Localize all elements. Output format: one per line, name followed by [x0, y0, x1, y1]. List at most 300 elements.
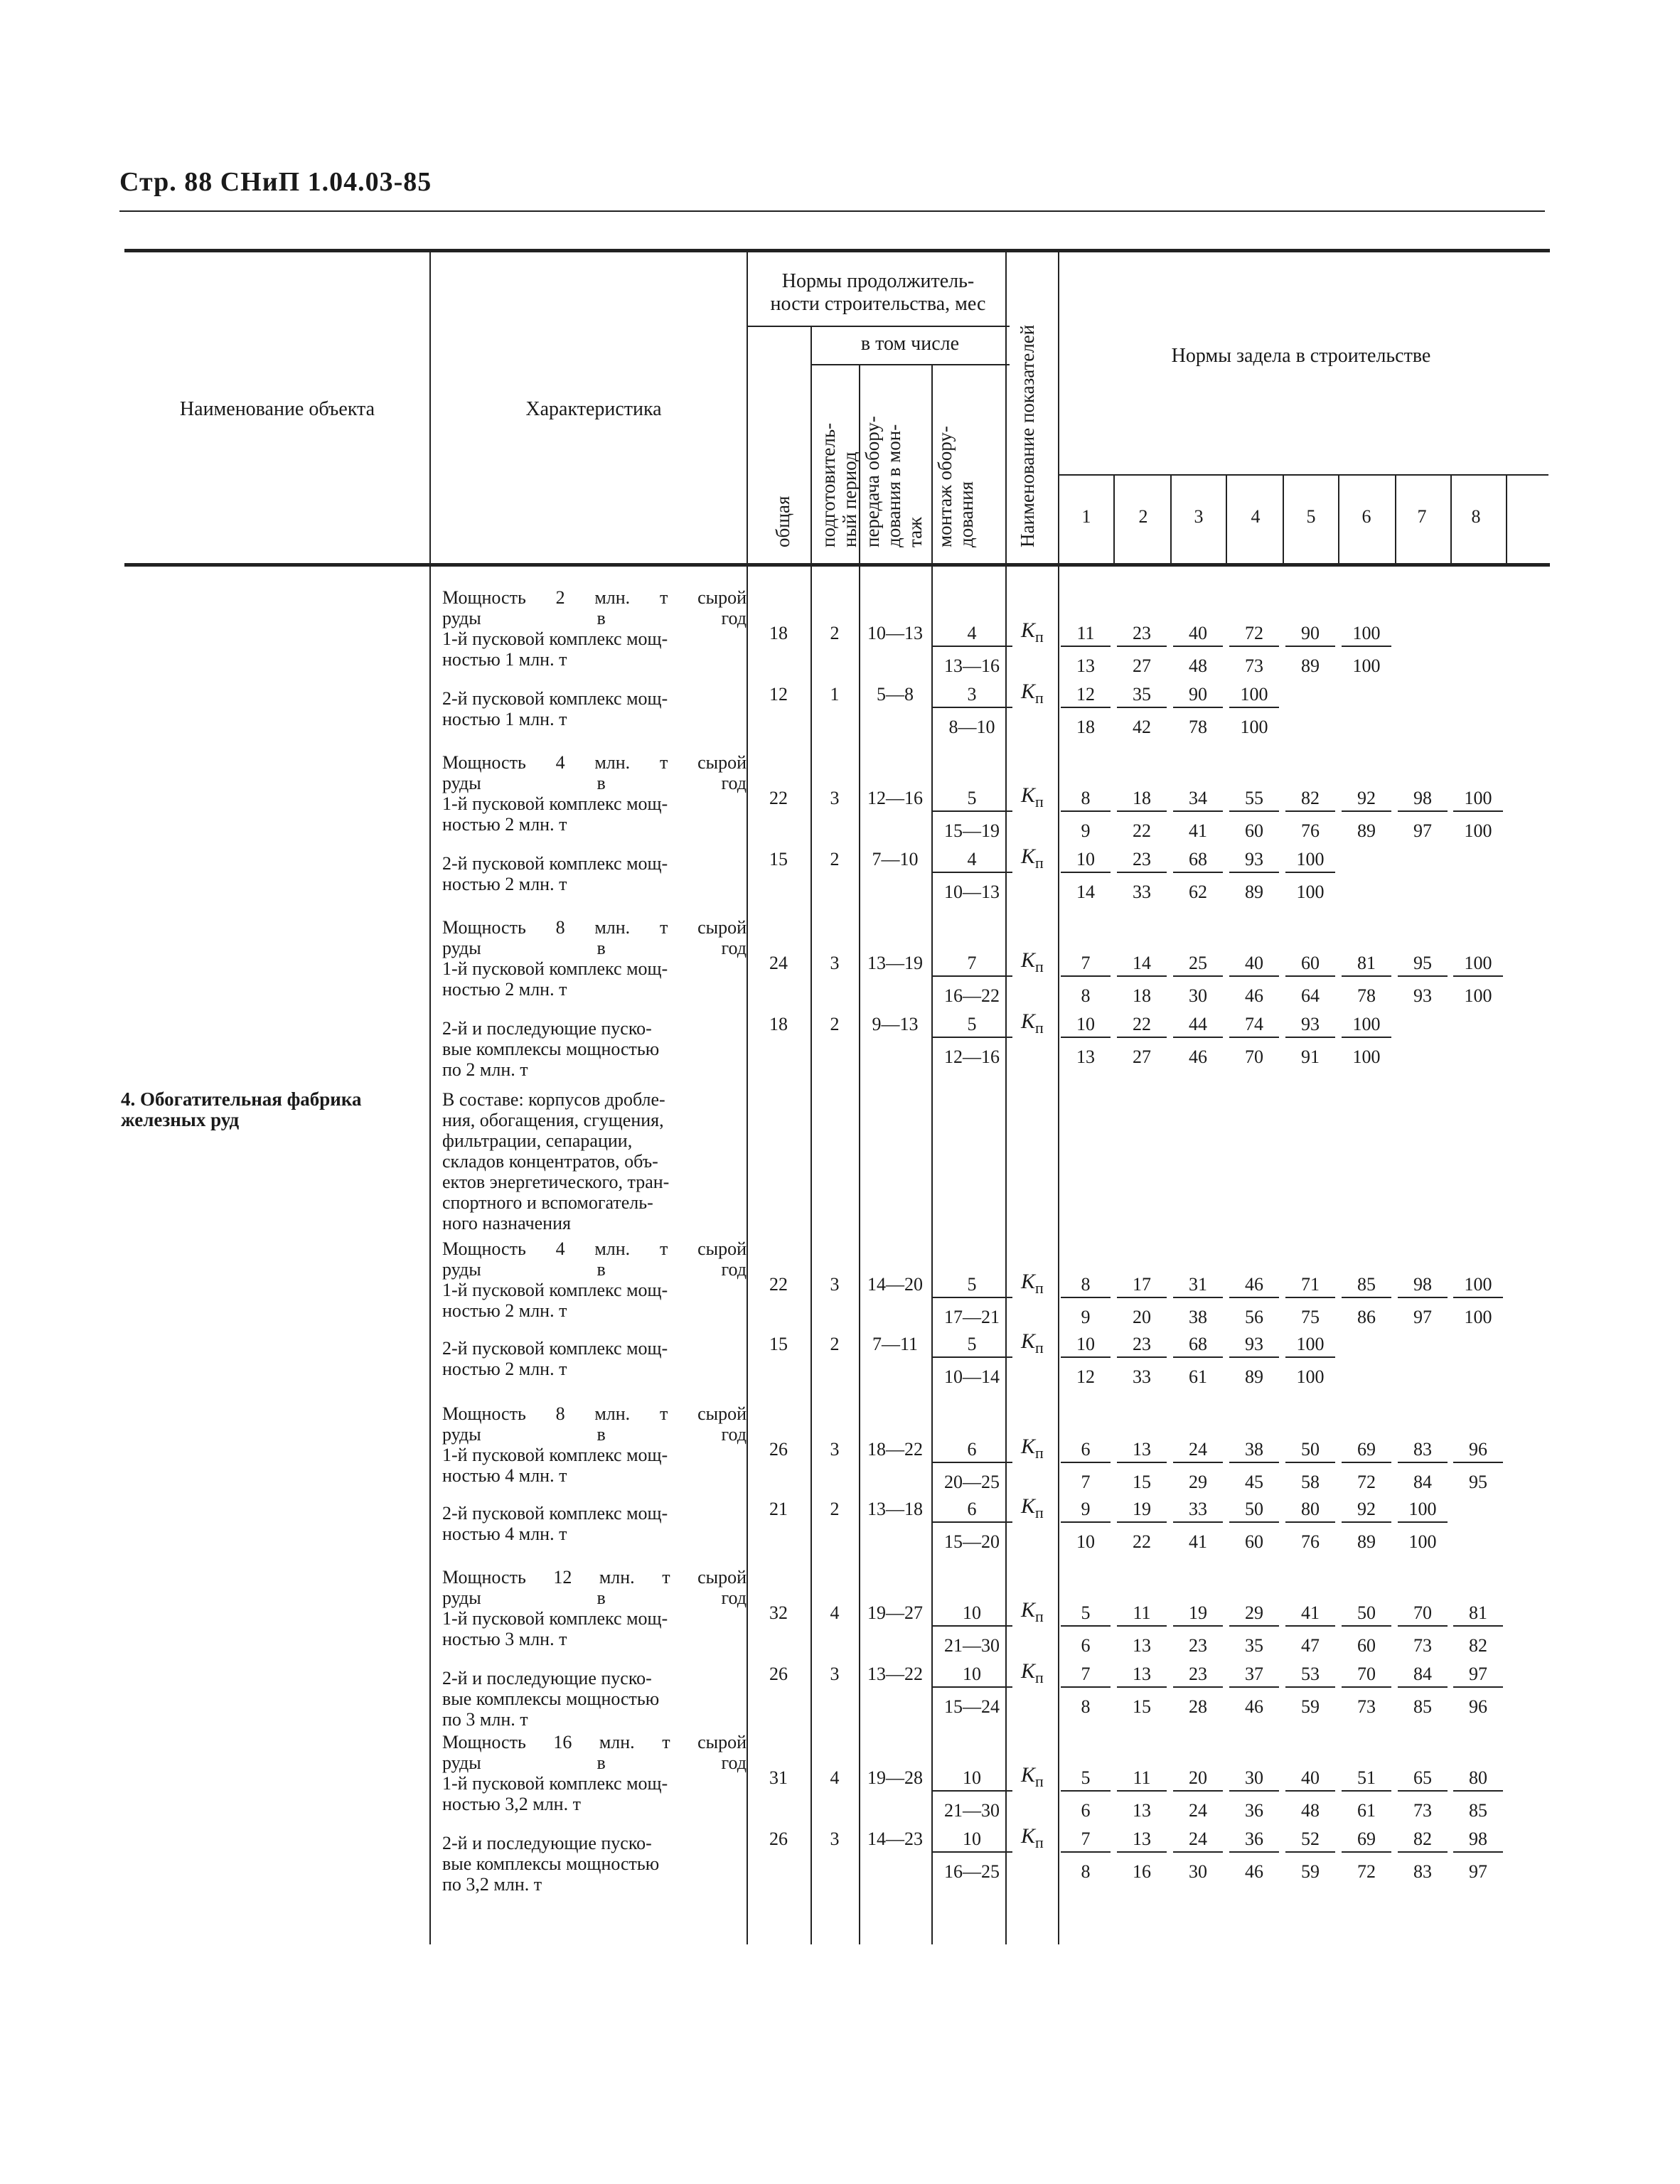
indicator-kp: $K_п$ [1021, 1435, 1044, 1462]
backlog-quarter-2 [1117, 623, 1167, 677]
backlog-quarter-4 [1229, 849, 1279, 903]
fraction-top: 85 [1342, 1274, 1391, 1298]
characteristic-caption: руды в год [442, 773, 747, 793]
fraction-top: 44 [1173, 1014, 1223, 1038]
backlog-quarter-4 [1229, 1829, 1279, 1883]
fraction-top: 72 [1229, 623, 1279, 647]
characteristic-line: ностью 2 млн. т [442, 1300, 567, 1321]
duration-total: 18 [769, 623, 788, 643]
fraction-bottom: 73 [1413, 1635, 1432, 1656]
fraction-top: 5 [931, 1274, 1012, 1298]
indicator-kp: $K_п$ [1021, 1329, 1044, 1356]
characteristic-line: ностью 2 млн. т [442, 1359, 567, 1379]
fraction-bottom: 70 [1245, 1046, 1263, 1067]
fraction-top: 10 [1061, 849, 1111, 873]
characteristic-line: 2-й пусковой комплекс мощ- [442, 1503, 668, 1524]
fraction-bottom: 21—30 [944, 1800, 1000, 1821]
fraction-bottom: 89 [1357, 820, 1376, 841]
duration-total: 24 [769, 953, 788, 973]
fraction-top: 93 [1229, 849, 1279, 873]
duration-transfer: 12—16 [867, 788, 923, 808]
quarter-divider [1338, 474, 1339, 564]
row-characteristic [442, 1403, 747, 1486]
duration-install [931, 788, 1012, 842]
characteristic-caption: Мощность 4 млн. т сырой [442, 1238, 747, 1259]
characteristic-caption: руды в год [442, 1752, 747, 1773]
fraction-top: 82 [1285, 788, 1335, 812]
characteristic-caption: Мощность 2 млн. т сырой [442, 587, 747, 608]
backlog-quarter-5 [1285, 1767, 1335, 1821]
fraction-bottom: 45 [1245, 1472, 1263, 1492]
backlog-quarter-6 [1342, 1767, 1391, 1821]
characteristic-line: 2-й и последующие пуско- [442, 1018, 652, 1039]
duration-prep: 2 [830, 1014, 840, 1034]
fraction-bottom: 100 [1352, 655, 1381, 676]
fraction-bottom: 78 [1357, 985, 1376, 1006]
fraction-top: 22 [1117, 1014, 1167, 1038]
fraction-bottom: 8 [1081, 1696, 1091, 1717]
fraction-bottom: 21—30 [944, 1635, 1000, 1656]
duration-transfer: 9—13 [872, 1014, 919, 1034]
duration-transfer: 5—8 [877, 684, 914, 705]
backlog-quarter-7 [1398, 1439, 1448, 1493]
characteristic-caption: Мощность 16 млн. т сырой [442, 1732, 747, 1752]
header-subrule [747, 326, 1010, 327]
quarter-header-8: 8 [1471, 506, 1481, 527]
duration-transfer: 10—13 [867, 623, 923, 643]
fraction-top: 23 [1117, 1334, 1167, 1358]
fraction-bottom: 73 [1357, 1696, 1376, 1717]
column-indicator-header: Наименование показателей [1017, 324, 1038, 547]
fraction-top: 84 [1398, 1664, 1448, 1688]
fraction-bottom: 91 [1301, 1046, 1320, 1067]
characteristic-line: складов концентратов, объ- [442, 1151, 658, 1172]
fraction-bottom: 72 [1357, 1861, 1376, 1882]
fraction-bottom: 8 [1081, 985, 1091, 1006]
fraction-top: 80 [1453, 1767, 1503, 1792]
characteristic-caption: Мощность 8 млн. т сырой [442, 917, 747, 938]
fraction-top: 46 [1229, 1274, 1279, 1298]
backlog-quarter-1 [1061, 1439, 1111, 1493]
duration-install [931, 1829, 1012, 1883]
characteristic-caption: Мощность 4 млн. т сырой [442, 752, 747, 773]
fraction-top: 19 [1173, 1602, 1223, 1627]
fraction-bottom: 89 [1301, 655, 1320, 676]
fraction-bottom: 61 [1357, 1800, 1376, 1821]
indicator-kp: $K_п$ [1021, 1010, 1044, 1037]
indicator-kp: $K_п$ [1021, 1494, 1044, 1521]
indicator-kp: $K_п$ [1021, 1824, 1044, 1851]
characteristic-caption: руды в год [442, 1424, 747, 1445]
row-characteristic [442, 688, 747, 729]
fraction-top: 100 [1229, 684, 1279, 708]
backlog-quarter-1 [1061, 953, 1111, 1007]
fraction-bottom: 76 [1301, 820, 1320, 841]
page-header: Стр. 88 СНиП 1.04.03-85 [119, 167, 432, 197]
backlog-quarter-6 [1342, 1829, 1391, 1883]
duration-prep: 2 [830, 849, 840, 869]
fraction-bottom: 73 [1245, 655, 1263, 676]
fraction-top: 70 [1398, 1602, 1448, 1627]
fraction-bottom: 33 [1133, 1366, 1151, 1387]
duration-install [931, 1274, 1012, 1328]
indicator-kp: $K_п$ [1021, 948, 1044, 975]
fraction-bottom: 15 [1133, 1472, 1151, 1492]
fraction-top: 24 [1173, 1439, 1223, 1463]
fraction-bottom: 22 [1133, 1531, 1151, 1552]
duration-transfer: 7—10 [872, 849, 919, 869]
backlog-quarter-2 [1117, 1274, 1167, 1328]
backlog-quarter-4 [1229, 788, 1279, 842]
backlog-quarter-4 [1229, 1274, 1279, 1328]
fraction-top: 96 [1453, 1439, 1503, 1463]
fraction-bottom: 30 [1189, 1861, 1207, 1882]
fraction-bottom: 75 [1301, 1307, 1320, 1327]
fraction-bottom: 14 [1076, 882, 1095, 902]
duration-install [931, 1334, 1012, 1388]
duration-total: 32 [769, 1602, 788, 1623]
characteristic-line: 2-й и последующие пуско- [442, 1668, 652, 1688]
indicator-kp: $K_п$ [1021, 619, 1044, 646]
backlog-quarter-5 [1285, 1334, 1335, 1388]
fraction-bottom: 18 [1076, 717, 1095, 737]
fraction-top: 80 [1285, 1499, 1335, 1523]
fraction-bottom: 15—20 [944, 1531, 1000, 1552]
fraction-bottom: 85 [1469, 1800, 1487, 1821]
duration-transfer: 19—27 [867, 1602, 923, 1623]
backlog-quarter-3 [1173, 953, 1223, 1007]
characteristic-line: 2-й пусковой комплекс мощ- [442, 853, 668, 874]
backlog-quarter-3 [1173, 1334, 1223, 1388]
row-characteristic [442, 1833, 747, 1895]
backlog-quarter-4 [1229, 1014, 1279, 1068]
fraction-bottom: 73 [1413, 1800, 1432, 1821]
backlog-quarter-2 [1117, 788, 1167, 842]
fraction-bottom: 6 [1081, 1635, 1091, 1656]
backlog-quarter-3 [1173, 1602, 1223, 1656]
fraction-bottom: 8 [1081, 1861, 1091, 1882]
backlog-quarter-3 [1173, 684, 1223, 738]
fraction-bottom: 41 [1189, 1531, 1207, 1552]
duration-prep: 3 [830, 1664, 840, 1684]
backlog-quarter-5 [1285, 788, 1335, 842]
fraction-bottom: 42 [1133, 717, 1151, 737]
fraction-top: 71 [1285, 1274, 1335, 1298]
fraction-top: 7 [1061, 1829, 1111, 1853]
backlog-quarter-4 [1229, 1334, 1279, 1388]
duration-prep: 2 [830, 623, 840, 643]
fraction-top: 5 [1061, 1602, 1111, 1627]
duration-install [931, 1439, 1012, 1493]
backlog-quarter-7 [1398, 1499, 1448, 1553]
backlog-quarter-4 [1229, 684, 1279, 738]
fraction-bottom: 46 [1245, 1861, 1263, 1882]
fraction-bottom: 8—10 [948, 717, 995, 737]
fraction-bottom: 18 [1133, 985, 1151, 1006]
fraction-top: 70 [1342, 1664, 1391, 1688]
fraction-top: 97 [1453, 1664, 1503, 1688]
characteristic-line: ния, обогащения, сгущения, [442, 1110, 664, 1130]
fraction-bottom: 38 [1189, 1307, 1207, 1327]
fraction-top: 12 [1061, 684, 1111, 708]
fraction-top: 29 [1229, 1602, 1279, 1627]
row-characteristic [442, 1668, 747, 1730]
quarter-divider [1226, 474, 1227, 564]
fraction-bottom: 89 [1245, 1366, 1263, 1387]
fraction-top: 36 [1229, 1829, 1279, 1853]
fraction-top: 100 [1453, 953, 1503, 977]
fraction-top: 10 [1061, 1014, 1111, 1038]
backlog-quarter-7 [1398, 788, 1448, 842]
backlog-quarter-5 [1285, 1274, 1335, 1328]
backlog-quarter-1 [1061, 684, 1111, 738]
fraction-top: 6 [931, 1499, 1012, 1523]
duration-prep: 3 [830, 1439, 840, 1460]
quarter-header-7: 7 [1417, 506, 1427, 527]
backlog-quarter-6 [1342, 788, 1391, 842]
characteristic-line: 2-й пусковой комплекс мощ- [442, 688, 668, 709]
backlog-quarter-5 [1285, 1439, 1335, 1493]
backlog-quarter-5 [1285, 1829, 1335, 1883]
column-object-header: Наименование объекта [179, 398, 375, 420]
duration-prep: 1 [830, 684, 840, 705]
fraction-top: 7 [1061, 953, 1111, 977]
fraction-bottom: 48 [1189, 655, 1207, 676]
row-characteristic [442, 1238, 747, 1321]
duration-total: 31 [769, 1767, 788, 1788]
backlog-quarter-2 [1117, 1334, 1167, 1388]
fraction-top: 4 [931, 849, 1012, 873]
fraction-top: 60 [1285, 953, 1335, 977]
fraction-bottom: 13 [1076, 1046, 1095, 1067]
backlog-quarter-6 [1342, 623, 1391, 677]
row-characteristic [442, 1567, 747, 1649]
backlog-quarter-3 [1173, 1499, 1223, 1553]
fraction-top: 65 [1398, 1767, 1448, 1792]
row-characteristic [442, 917, 747, 1000]
duration-prep: 3 [830, 788, 840, 808]
fraction-top: 100 [1342, 1014, 1391, 1038]
fraction-bottom: 58 [1301, 1472, 1320, 1492]
backlog-quarter-1 [1061, 1664, 1111, 1718]
fraction-top: 4 [931, 623, 1012, 647]
fraction-bottom: 10 [1076, 1531, 1095, 1552]
duration-prep: 3 [830, 1274, 840, 1295]
characteristic-line: по 3 млн. т [442, 1709, 528, 1730]
backlog-quarter-1 [1061, 849, 1111, 903]
column-divider [859, 364, 860, 1944]
quarter-header-4: 4 [1251, 506, 1261, 527]
row-characteristic [442, 1732, 747, 1814]
characteristic-line: фильтрации, сепарации, [442, 1130, 633, 1151]
duration-prep: 3 [830, 1829, 840, 1849]
backlog-quarter-7 [1398, 1767, 1448, 1821]
indicator-kp: $K_п$ [1021, 1598, 1044, 1625]
fraction-bottom: 13—16 [944, 655, 1000, 676]
backlog-quarter-4 [1229, 1439, 1279, 1493]
fraction-bottom: 60 [1357, 1635, 1376, 1656]
characteristic-line: 2-й и последующие пуско- [442, 1833, 652, 1853]
backlog-quarter-5 [1285, 953, 1335, 1007]
fraction-bottom: 60 [1245, 820, 1263, 841]
backlog-quarter-1 [1061, 1499, 1111, 1553]
fraction-top: 90 [1285, 623, 1335, 647]
characteristic-line: по 2 млн. т [442, 1059, 528, 1080]
fraction-bottom: 85 [1413, 1696, 1432, 1717]
fraction-top: 100 [1342, 623, 1391, 647]
row-characteristic [442, 752, 747, 835]
column-divider [747, 252, 748, 1944]
duration-total: 15 [769, 1334, 788, 1354]
including-header: в том числе [860, 333, 960, 355]
column-divider [429, 252, 431, 1944]
duration-install [931, 1602, 1012, 1656]
fraction-bottom: 83 [1413, 1861, 1432, 1882]
fraction-bottom: 20 [1133, 1307, 1151, 1327]
characteristic-line: 1-й пусковой комплекс мощ- [442, 958, 668, 979]
fraction-bottom: 56 [1245, 1307, 1263, 1327]
backlog-quarter-4 [1229, 1602, 1279, 1656]
duration-install [931, 1664, 1012, 1718]
characteristic-line: вые комплексы мощностью [442, 1039, 660, 1059]
fraction-bottom: 60 [1245, 1531, 1263, 1552]
fraction-top: 100 [1285, 849, 1335, 873]
fraction-bottom: 29 [1189, 1472, 1207, 1492]
duration-prep: 2 [830, 1334, 840, 1354]
quarter-divider [1113, 474, 1115, 564]
header-subrule [1058, 474, 1548, 476]
fraction-bottom: 13 [1133, 1800, 1151, 1821]
characteristic-caption: руды в год [442, 1259, 747, 1280]
fraction-top: 10 [931, 1602, 1012, 1627]
fraction-bottom: 9 [1081, 820, 1091, 841]
fraction-bottom: 6 [1081, 1800, 1091, 1821]
indicator-kp: $K_п$ [1021, 783, 1044, 810]
duration-prep: 4 [830, 1602, 840, 1623]
fraction-top: 83 [1398, 1439, 1448, 1463]
fraction-top: 90 [1173, 684, 1223, 708]
backlog-quarter-6 [1342, 1014, 1391, 1068]
backlog-quarter-1 [1061, 788, 1111, 842]
fraction-bottom: 95 [1469, 1472, 1487, 1492]
fraction-bottom: 100 [1296, 882, 1325, 902]
characteristic-line: по 3,2 млн. т [442, 1874, 542, 1895]
backlog-quarter-1 [1061, 1014, 1111, 1068]
fraction-top: 53 [1285, 1664, 1335, 1688]
fraction-top: 37 [1229, 1664, 1279, 1688]
quarter-divider [1506, 474, 1507, 564]
fraction-bottom: 10—13 [944, 882, 1000, 902]
fraction-bottom: 15—19 [944, 820, 1000, 841]
row-characteristic [442, 1503, 747, 1544]
fraction-top: 100 [1398, 1499, 1448, 1523]
fraction-bottom: 97 [1413, 820, 1432, 841]
backlog-quarter-6 [1342, 1602, 1391, 1656]
backlog-norms-header: Нормы задела в строительстве [1171, 345, 1431, 367]
fraction-bottom: 24 [1189, 1800, 1207, 1821]
backlog-quarter-6 [1342, 1664, 1391, 1718]
row-characteristic [442, 1089, 747, 1233]
fraction-bottom: 86 [1357, 1307, 1376, 1327]
fraction-top: 10 [931, 1664, 1012, 1688]
backlog-quarter-5 [1285, 1499, 1335, 1553]
duration-norms-header: Нормы продолжитель- ности строительства, мес [770, 270, 986, 315]
indicator-kp: $K_п$ [1021, 1659, 1044, 1686]
backlog-quarter-3 [1173, 849, 1223, 903]
characteristic-line: ного назначения [442, 1213, 571, 1233]
duration-total: 22 [769, 1274, 788, 1295]
column-install-header: монтаж обору- дования [934, 426, 977, 547]
quarter-header-6: 6 [1361, 506, 1371, 527]
duration-total: 22 [769, 788, 788, 808]
fraction-bottom: 59 [1301, 1696, 1320, 1717]
fraction-bottom: 16—25 [944, 1861, 1000, 1882]
fraction-top: 50 [1342, 1602, 1391, 1627]
fraction-bottom: 15 [1133, 1696, 1151, 1717]
characteristic-line: ностью 4 млн. т [442, 1524, 567, 1544]
table-head-bottom-rule [124, 563, 1550, 567]
duration-transfer: 13—22 [867, 1664, 923, 1684]
fraction-top: 98 [1398, 788, 1448, 812]
characteristic-line: ектов энергетического, тран- [442, 1172, 670, 1192]
fraction-top: 11 [1117, 1602, 1167, 1627]
backlog-quarter-4 [1229, 1767, 1279, 1821]
fraction-top: 5 [931, 788, 1012, 812]
fraction-bottom: 100 [1408, 1531, 1437, 1552]
fraction-top: 23 [1117, 849, 1167, 873]
fraction-top: 40 [1173, 623, 1223, 647]
backlog-quarter-5 [1285, 849, 1335, 903]
header-subrule [810, 364, 1010, 365]
backlog-quarter-7 [1398, 1274, 1448, 1328]
fraction-bottom: 46 [1245, 1696, 1263, 1717]
backlog-quarter-2 [1117, 1439, 1167, 1493]
backlog-quarter-2 [1117, 1014, 1167, 1068]
backlog-quarter-1 [1061, 1602, 1111, 1656]
quarter-header-2: 2 [1138, 506, 1148, 527]
quarter-header-1: 1 [1081, 506, 1091, 527]
fraction-top: 100 [1453, 1274, 1503, 1298]
fraction-bottom: 97 [1469, 1861, 1487, 1882]
fraction-top: 100 [1453, 788, 1503, 812]
duration-transfer: 13—18 [867, 1499, 923, 1519]
fraction-bottom: 100 [1240, 717, 1268, 737]
fraction-top: 95 [1398, 953, 1448, 977]
fraction-top: 5 [931, 1014, 1012, 1038]
fraction-bottom: 12—16 [944, 1046, 1000, 1067]
fraction-top: 40 [1229, 953, 1279, 977]
fraction-top: 11 [1061, 623, 1111, 647]
indicator-kp: $K_п$ [1021, 1763, 1044, 1790]
backlog-quarter-3 [1173, 1664, 1223, 1718]
fraction-bottom: 28 [1189, 1696, 1207, 1717]
backlog-quarter-8 [1453, 953, 1503, 1007]
backlog-quarter-5 [1285, 1602, 1335, 1656]
characteristic-line: вые комплексы мощностью [442, 1853, 660, 1874]
characteristic-line: ностью 2 млн. т [442, 979, 567, 1000]
backlog-quarter-7 [1398, 1664, 1448, 1718]
fraction-bottom: 15—24 [944, 1696, 1000, 1717]
fraction-bottom: 84 [1413, 1472, 1432, 1492]
duration-install [931, 1014, 1012, 1068]
fraction-top: 24 [1173, 1829, 1223, 1853]
fraction-bottom: 7 [1081, 1472, 1091, 1492]
backlog-quarter-7 [1398, 1829, 1448, 1883]
row-characteristic [442, 853, 747, 894]
fraction-bottom: 59 [1301, 1861, 1320, 1882]
duration-transfer: 7—11 [872, 1334, 919, 1354]
fraction-bottom: 100 [1464, 820, 1492, 841]
